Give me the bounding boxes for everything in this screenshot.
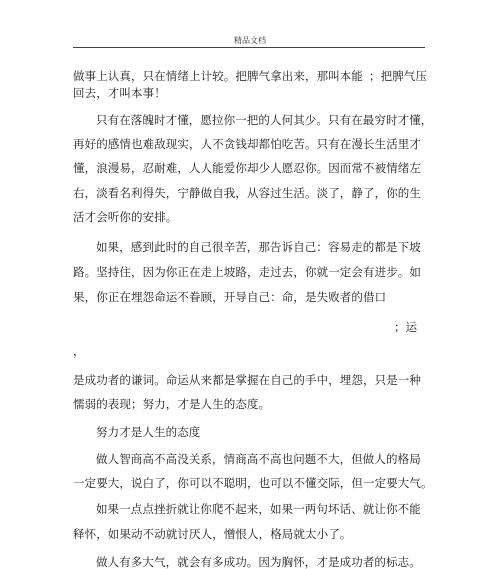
section-heading: 努力才是人生的态度 — [96, 425, 201, 439]
text-line: 如果一点点挫折就让你爬不起来，如果一两句坏话、就让你不能 — [96, 502, 421, 516]
text-line: 如果，感到此时的自己很辛苦，那告诉自己：容易走的都是下坡 — [96, 240, 421, 254]
text-line: 是成功者的谦词。命运从来都是掌握在自己的手中，埋怨，只是一种 — [73, 373, 421, 387]
text-line: 活才会听你的安排。 — [73, 210, 178, 224]
text-line: 做事上认真，只在情绪上计较。把脾气拿出来，那叫本能 — [73, 69, 363, 83]
text-line: 再好的感情也难敌现实，人不贪钱却都怕吃苦。只有在漫长生活里才 — [73, 137, 421, 151]
text-line: 释怀，如果动不动就讨厌人，憎恨人，格局就太小了。 — [73, 527, 352, 541]
text-line: 回去，才叫本事！ — [73, 86, 166, 100]
text-line: 只有在落魄时才懂，愿拉你一把的人何其少。只有在最穷时才懂， — [96, 113, 433, 127]
text-line: 懂，浪漫易，忍耐难，人人能爱你却少人愿忍你。因而常不被情绪左 — [73, 161, 421, 175]
text-line: 路。坚持住，因为你正在走上坡路，走过去，你就一定会有进步。如 — [73, 265, 421, 279]
text-line: ；把脾气压 — [369, 69, 427, 83]
page-header-title: 精品文档 — [234, 36, 266, 45]
header-rule — [73, 47, 425, 48]
text-line: 一定要大，说白了，你可以不聪明，也可以不懂交际，但一定要大气。 — [73, 476, 433, 490]
text-line: 做人智商高不高没关系，情商高不高也问题不大，但做人的格局 — [96, 452, 421, 466]
text-line: ；运 — [394, 320, 418, 334]
text-line: 懦弱的表现；努力，才是人生的态度。 — [73, 397, 271, 411]
text-line: 右，淡看名利得失，宁静做自我，从容过生活。淡了，静了，你的生 — [73, 186, 421, 200]
text-line: ， — [73, 344, 85, 358]
text-line: 果，你正在埋怨命运不眷顾，开导自己：命，是失败者的借口 — [73, 290, 387, 304]
text-line: 做人有多大气，就会有多成功。因为胸怀，才是成功者的标志。 — [96, 555, 421, 569]
